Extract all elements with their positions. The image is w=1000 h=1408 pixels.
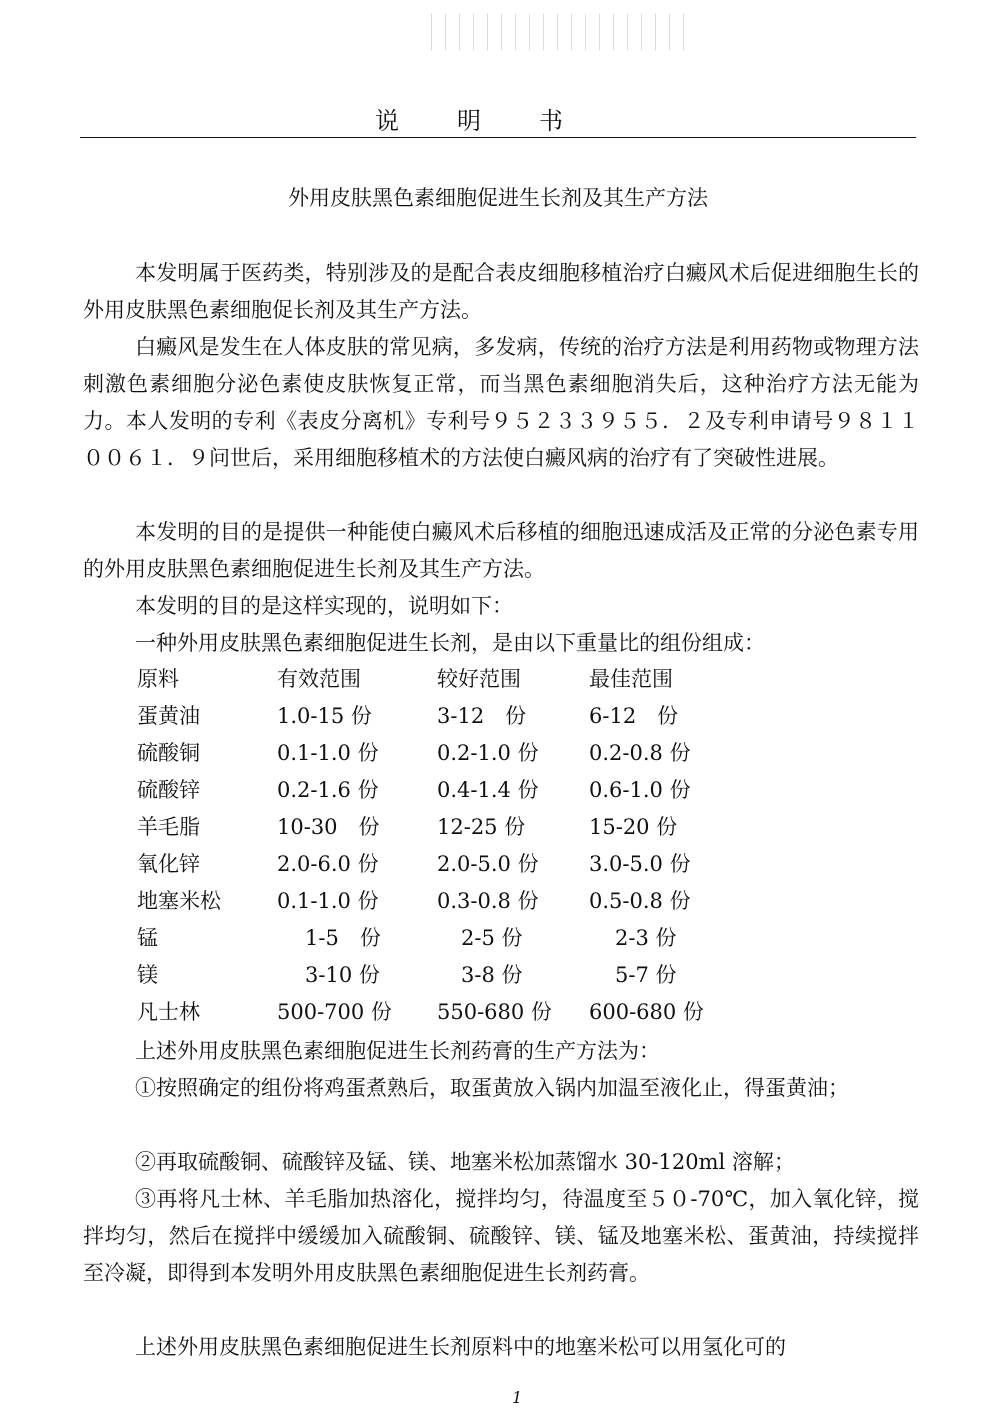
table-cell: 2.0-5.0 份	[437, 852, 539, 876]
table-cell: 2.0-6.0 份	[277, 852, 379, 876]
table-cell: 12-25 份	[437, 815, 526, 839]
document-title: 外用皮肤黑色素细胞促进生长剂及其生产方法	[288, 186, 708, 210]
table-cell: 3-8 份	[461, 963, 523, 987]
paragraph-step-3: ③再将凡士林、羊毛脂加热溶化，搅拌均匀，待温度至５０-70℃，加入氧化锌，搅拌均匀，然后在搅拌中缓缓加入硫酸铜、硫酸锌、镁、锰及地塞米松、蛋黄油，持续搅拌至冷凝，即得到本发明外用皮肤黑色素细胞促进生长剂药膏。	[83, 1187, 919, 1285]
table-header-material: 原料	[137, 667, 179, 691]
table-cell: 锰	[137, 926, 158, 950]
table-cell: 氧化锌	[137, 852, 200, 876]
table-row	[137, 735, 757, 771]
table-row	[137, 809, 757, 845]
table-cell: 镁	[137, 963, 158, 987]
page-number: 1	[512, 1388, 523, 1407]
table-row	[137, 994, 757, 1030]
paragraph-field: 本发明属于医药类，特别涉及的是配合表皮细胞移植治疗白癜风术后促进细胞生长的外用皮肤黑色素细胞促长剂及其生产方法。	[83, 261, 919, 322]
section-header: 说明书	[375, 107, 621, 135]
table-cell: 凡士林	[137, 1000, 200, 1024]
scan-noise	[425, 14, 695, 50]
table-cell: 0.5-0.8 份	[589, 889, 691, 913]
table-cell: 2-5 份	[461, 926, 523, 950]
table-cell: 3.0-5.0 份	[589, 852, 691, 876]
table-cell: 0.6-1.0 份	[589, 778, 691, 802]
paragraph-step-1: ①按照确定的组份将鸡蛋煮熟后，取蛋黄放入锅内加温至液化止，得蛋黄油；	[135, 1076, 849, 1100]
table-cell: 500-700 份	[277, 1000, 392, 1024]
table-cell: 5-7 份	[615, 963, 677, 987]
table-header-effective: 有效范围	[277, 667, 361, 691]
table-cell: 3-10 份	[305, 963, 380, 987]
table-row	[137, 883, 757, 919]
paragraph-purpose: 本发明的目的是提供一种能使白癜风术后移植的细胞迅速成活及正常的分泌色素专用的外用皮肤黑色素细胞促进生长剂及其生产方法。	[83, 520, 919, 581]
paragraph-step-2: ②再取硫酸铜、硫酸锌及锰、镁、地塞米松加蒸馏水 30-120ml 溶解；	[135, 1150, 795, 1174]
paragraph-method-intro: 上述外用皮肤黑色素细胞促进生长剂药膏的生产方法为：	[135, 1039, 660, 1063]
table-row	[137, 846, 757, 882]
paragraph-implementation: 本发明的目的是这样实现的，说明如下：	[135, 594, 513, 618]
table-cell: 0.1-1.0 份	[277, 741, 379, 765]
table-cell: 600-680 份	[589, 1000, 704, 1024]
table-cell: 3-12 份	[437, 704, 527, 728]
table-cell: 1-5 份	[305, 926, 381, 950]
header-rule	[80, 137, 916, 138]
table-cell: 蛋黄油	[137, 704, 200, 728]
table-cell: 硫酸铜	[137, 741, 200, 765]
table-cell: 10-30 份	[277, 815, 380, 839]
table-header-row	[137, 661, 757, 697]
paragraph-substitute: 上述外用皮肤黑色素细胞促进生长剂原料中的地塞米松可以用氢化可的	[135, 1335, 786, 1359]
table-header-best: 最佳范围	[589, 667, 673, 691]
table-row	[137, 772, 757, 808]
table-cell: 1.0-15 份	[277, 704, 372, 728]
table-header-better: 较好范围	[437, 667, 521, 691]
table-cell: 550-680 份	[437, 1000, 552, 1024]
table-cell: 0.2-1.0 份	[437, 741, 539, 765]
table-cell: 0.4-1.4 份	[437, 778, 539, 802]
table-cell: 地塞米松	[137, 889, 221, 913]
table-row	[137, 698, 757, 734]
table-cell: 硫酸锌	[137, 778, 200, 802]
table-cell: 0.1-1.0 份	[277, 889, 379, 913]
table-cell: 2-3 份	[615, 926, 677, 950]
table-cell: 羊毛脂	[137, 815, 200, 839]
table-cell: 0.3-0.8 份	[437, 889, 539, 913]
table-cell: 6-12 份	[589, 704, 679, 728]
table-cell: 0.2-1.6 份	[277, 778, 379, 802]
paragraph-background: 白癜风是发生在人体皮肤的常见病，多发病，传统的治疗方法是利用药物或物理方法刺激色素细胞分泌色素使皮肤恢复正常，而当黑色素细胞消失后，这种治疗方法无能为力。本人发明的专利《表皮分离机》专利号９５２３３９５５．２及专利申请号９８１１００６１．９问世后，采用细胞移植术的方法使白癜风病的治疗有了突破性进展。	[83, 335, 919, 470]
table-row	[137, 920, 757, 956]
table-cell: 0.2-0.8 份	[589, 741, 691, 765]
paragraph-composition: 一种外用皮肤黑色素细胞促进生长剂，是由以下重量比的组份组成：	[135, 631, 765, 655]
table-row	[137, 957, 757, 993]
table-cell: 15-20 份	[589, 815, 678, 839]
